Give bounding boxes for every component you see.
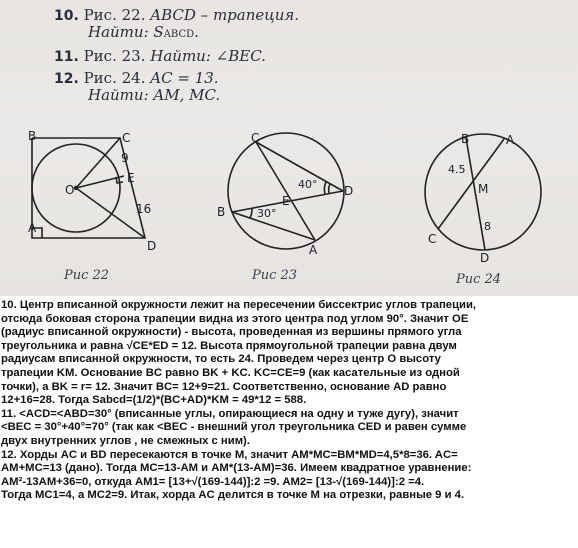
- length-8: 8: [484, 220, 491, 233]
- caption-24: Рис 24: [456, 272, 502, 287]
- find-value: AM, MC.: [153, 86, 221, 104]
- angle-30: 30°: [257, 207, 277, 220]
- caption-22: Рис 22: [64, 268, 110, 283]
- solution-line: 12+16=28. Тогда Sabcd=(1/2)*(BC+AD)*KM = 49*12 = 588.: [1, 394, 307, 407]
- label-D: D: [147, 239, 157, 253]
- label-B: B: [217, 205, 226, 219]
- label-A: A: [506, 133, 515, 147]
- task-given: AC = 13.: [150, 69, 219, 87]
- figure-ref: Рис. 23.: [83, 47, 146, 65]
- label-A: A: [28, 221, 37, 235]
- label-B: B: [461, 132, 470, 146]
- label-M: M: [478, 182, 489, 196]
- task-11: [54, 49, 266, 65]
- solution-line: отсюда боковая сторона трапеции видна из этого центра под углом 90°. Значит OE: [1, 312, 469, 325]
- label-A: A: [309, 243, 318, 257]
- solution-line: AM²-13AM+36=0, откуда AM1= [13+√(169-144)]:2 =9. AM2= [13-√(169-144)]:2 =4.: [1, 475, 425, 488]
- task-12: [54, 71, 219, 87]
- length-4-5: 4.5: [448, 163, 466, 176]
- solution-line: Тогда MC1=4, а MC2=9. Итак, хорда AC делится в точке M на отрезки, равные 9 и 4.: [1, 489, 465, 502]
- label-E: E: [127, 171, 135, 185]
- solution-line: AM+MC=13 (дано). Тогда MC=13-AM и AM*(13-AM)=36. Имеем квадратное уравнение:: [1, 462, 472, 475]
- find-value: ∠BEC.: [215, 47, 266, 65]
- task-number: 10.: [54, 8, 79, 24]
- label-D: D: [344, 184, 354, 198]
- label-16: 16: [136, 202, 152, 216]
- solution-line: 10. Центр вписанной окружности лежит на пересечении биссектрис углов трапеции,: [1, 299, 477, 311]
- task-number: 11.: [54, 49, 79, 65]
- solution-line: 12. Хорды AC и BD пересекаются в точке M, значит AM*MC=BM*MD=4,5*8=36. AC=: [1, 448, 458, 461]
- figure-ref: Рис. 24.: [83, 69, 146, 87]
- find-label: Найти:: [150, 47, 211, 65]
- label-C: C: [428, 232, 437, 246]
- solution-line: <BEC = 30°+40°=70° (так как <BEC - внешний угол треугольника CED и равен сумме: [1, 421, 467, 434]
- label-C: C: [122, 131, 131, 145]
- figure-22: [20, 128, 190, 288]
- label-D: D: [480, 251, 490, 265]
- label-E: E: [282, 194, 290, 208]
- find-subscript: ABCD: [163, 29, 195, 40]
- task-given: ABCD – трапеция.: [150, 6, 300, 24]
- label-O: O: [65, 183, 75, 197]
- task-10-find: [88, 25, 199, 42]
- figure-24: [420, 130, 550, 270]
- solution-line: треугольника и равна √CE*ED = 12. Высота прямоугольной трапеции равна двум: [1, 339, 457, 352]
- find-value: S: [153, 23, 164, 41]
- figure-23: [212, 130, 362, 265]
- find-end: .: [194, 23, 199, 41]
- solution-line: радиусам вписанной окружности, то есть 24. Проведем через центр O высоту: [1, 353, 441, 366]
- task-12-find: [88, 88, 220, 103]
- solution-text: [0, 299, 578, 548]
- solution-line: двух внутренних углов , не смежных с ним).: [1, 434, 250, 447]
- solution-line: 11. <ACD=<ABD=30° (вписанные углы, опирающиеся на одну и туже дугу), значит: [1, 407, 459, 420]
- figure-ref: Рис. 22.: [83, 6, 146, 24]
- label-9: 9: [121, 151, 129, 165]
- solution-line: точки), а BK = r= 12. Значит BC= 12+9=21. Соответственно, основание AD равно: [1, 380, 447, 393]
- solution-line: трапеции KM. Основание BC равно BK + KC. KC=CE=9 (как касательные из одной: [1, 366, 460, 379]
- task-number: 12.: [54, 71, 79, 87]
- caption-23: Рис 23: [252, 268, 298, 283]
- angle-40: 40°: [298, 178, 318, 191]
- find-label: Найти:: [88, 86, 149, 104]
- label-C: C: [251, 131, 260, 145]
- find-label: Найти:: [88, 23, 149, 41]
- task-10: [54, 8, 299, 24]
- label-B: B: [28, 129, 37, 143]
- solution-line: (радиус вписанной окружности) - высота, проведенная из вершины прямого угла: [1, 326, 462, 339]
